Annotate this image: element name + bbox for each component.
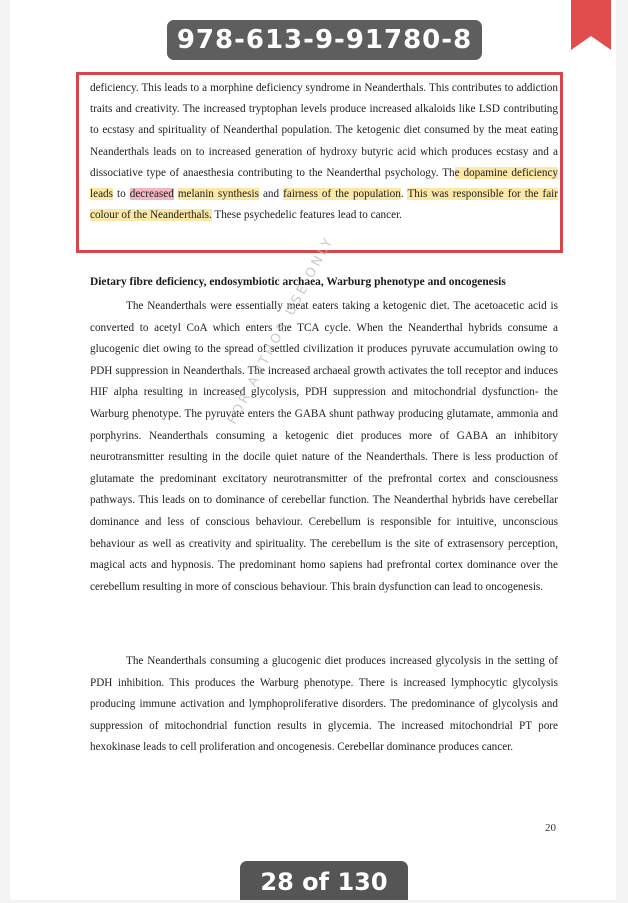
paragraph-text: . — [400, 188, 408, 201]
paragraph-text: and — [258, 188, 284, 201]
isbn-badge: 978-613-9-91780-8 — [167, 20, 482, 60]
highlight-yellow[interactable]: e dopamine deficiency leads — [90, 166, 558, 201]
page-number: 20 — [545, 822, 556, 834]
watermark: FOR AUTHOR USE ONLY — [225, 233, 338, 428]
section-heading: Dietary fibre deficiency, endosymbiotic archaea, Warburg phenotype and oncogenesis — [90, 276, 506, 288]
highlight-yellow[interactable]: melanin synthesis — [177, 188, 259, 201]
paragraph-text: to — [113, 188, 130, 201]
highlight-yellow[interactable]: fairness of the population — [283, 188, 401, 201]
paragraph-text: deficiency. This leads to a morphine deficiency syndrome in Neanderthals. This contributes to addiction traits and creativity. The increased tryptophan levels produce increased alkaloids like LSD contributing to ecstasy and spirituality of Neanderthal population. The ketogenic diet consumed by the meat eating Neanderthals leads on to increased generation of hydroxy butyric acid which produces ecstasy and a dissociative type of anaesthesia contributing to the Neanderthal psychology. Th — [90, 82, 558, 179]
paragraph-highlighted — [90, 78, 558, 226]
bookmark-icon[interactable] — [571, 0, 611, 50]
document-page — [10, 0, 616, 900]
paragraph-body: The Neanderthals were essentially meat eaters taking a ketogenic diet. The acetoacetic acid is converted to acetyl CoA which enters the TCA cycle. When the Neanderthal hybrids consume a glucogenic diet owing to the spread of settled civilization it produces pyruvate accumulation owing to PDH suppression in Neanderthals. The increased archaeal growth activates the toll receptor and induces HIF alpha resulting in increased glycolysis, PDH suppression and mitochondrial dysfunction- the Warburg phenotype. The pyruvate enters the GABA shunt pathway producing glutamate, ammonia and porphyrins. Neanderthals consuming a ketogenic diet produces more of GABA an inhibitory neurotransmitter resulting in the docile quiet nature of the Neanderthals. There is less production of glutamate the predominant excitatory neurotransmitter of the prefrontal cortex and consciousness pathways. This leads on to dominance of cerebellar function. The Neanderthal hybrids have cerebellar dominance and less of conscious behaviour. Cerebellum is responsible for intuitive, unconscious behaviour as well as creativity and spirituality. The cerebellum is the site of extrasensory perception, magical acts and hypnosis. The predominant homo sapiens had prefrontal cortex dominance over the cerebellum resulting in more of conscious behaviour. This brain dysfunction can lead to oncogenesis. — [90, 300, 558, 593]
page-indicator: 28 of 130 — [240, 861, 408, 900]
highlight-pink[interactable]: decreased — [129, 188, 174, 201]
paragraph-body: The Neanderthals consuming a glucogenic diet produces increased glycolysis in the setting of PDH inhibition. This produces the Warburg phenotype. There is increased lymphocytic glycolysis producing immune activation and lymphoproliferative disorders. The predominance of glycolysis and suppression of mitochondrial function results in glycemia. The increased mitochondrial PT pore hexokinase leads to cell proliferation and oncogenesis. Cerebellar dominance produces cancer. — [90, 655, 558, 754]
highlight-yellow[interactable]: This was responsible for the fair colour of the Neanderthals. — [90, 188, 558, 222]
paragraph-text: These psychedelic features lead to cancer. — [211, 209, 402, 222]
